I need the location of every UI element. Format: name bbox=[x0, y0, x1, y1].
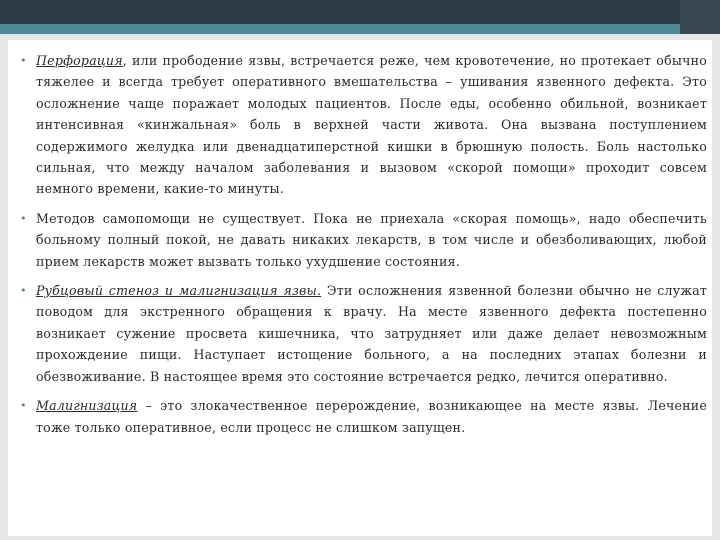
term-perforation: Перфорация bbox=[36, 53, 123, 68]
paragraph-text: Методов самопомощи не существует. Пока не приехала «скорая помощь», надо обеспечить больному полный покой, не давать никаких лекарств, в том числе и обезболивающих, любой прием лекарств может вызвать только ухудшение состояния. bbox=[36, 210, 707, 269]
header-corner-block bbox=[680, 0, 720, 34]
paragraph-text: , или прободение язвы, встречается реже, чем кровотечение, но протекает обычно тяжелее и всегда требует оперативного вмешательства – ушивания язвенного дефекта. Это осложнение чаще поражает молодых пациентов. После еды, особенно обильной, возникает интенсивная «кинжальная» боль в верхней части живота. Она вызвана поступлением содержимого желудка или двенадцатиперстной кишки в брюшную полость. Боль настолько сильная, что между началом заболевания и вызовом «скорой помощи» проходит совсем немного времени, какие-то минуты. bbox=[36, 53, 707, 197]
bullet-list bbox=[20, 50, 707, 446]
list-item bbox=[20, 50, 707, 200]
list-item bbox=[20, 208, 707, 272]
term-malignization: Малигнизация bbox=[36, 398, 138, 414]
header-accent-band bbox=[0, 24, 720, 34]
slide-body bbox=[8, 40, 712, 536]
list-item bbox=[20, 280, 707, 387]
bullet-icon: • bbox=[20, 399, 27, 413]
bullet-icon: • bbox=[20, 211, 27, 225]
title-bar-decoration bbox=[0, 0, 720, 28]
list-item bbox=[20, 395, 707, 438]
paragraph-text: Эти осложнения язвенной болезни обычно не служат поводом для экстренного обращения к врачу. На месте язвенного дефекта постепенно возникает сужение просвета кишечника, что затрудняет или даже делает невозможным прохождение пищи. Наступает истощение больного, а на последних этапах болезни и обезвоживание. В настоящее время это состояние встречается редко, лечится оперативно. bbox=[36, 283, 707, 384]
term-stenosis-malignization: Рубцовый стеноз и малигнизация язвы. bbox=[36, 283, 322, 299]
bullet-icon: • bbox=[20, 284, 27, 298]
paragraph-text: – это злокачественное перерождение, возникающее на месте язвы. Лечение тоже только оперативное, если процесс не слишком запущен. bbox=[36, 398, 707, 435]
bullet-icon: • bbox=[20, 54, 27, 67]
header-dark-band bbox=[0, 0, 720, 24]
